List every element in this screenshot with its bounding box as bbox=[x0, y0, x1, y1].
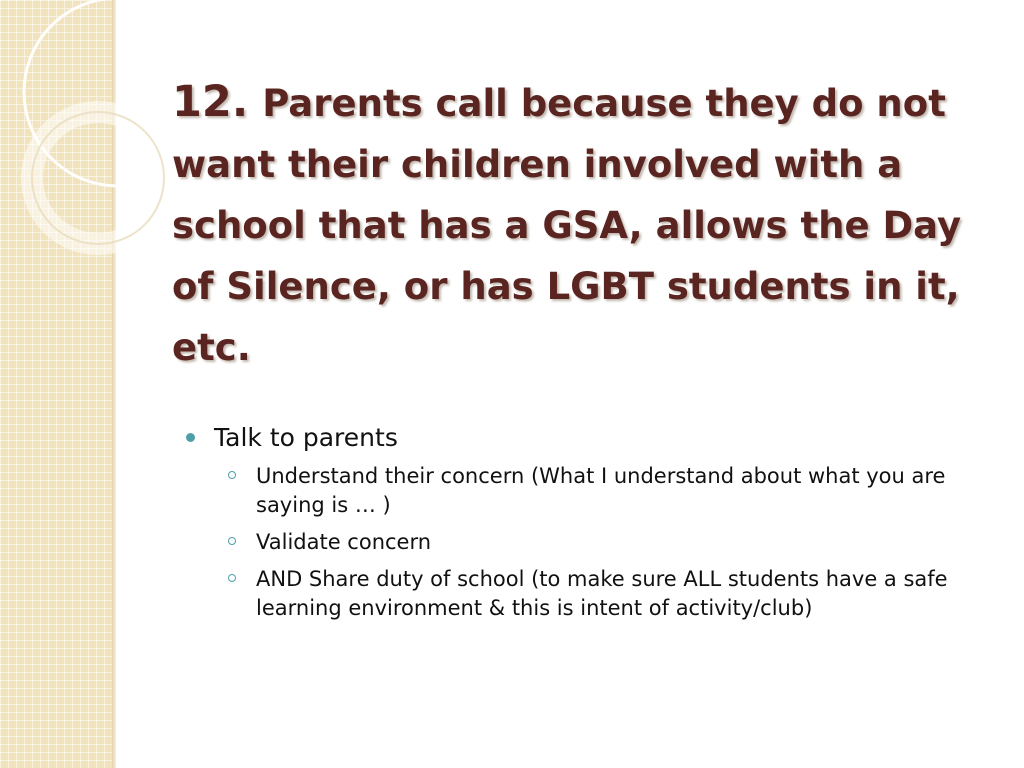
sub-bullet-item bbox=[186, 528, 996, 557]
bullet-ring-icon bbox=[228, 471, 236, 479]
sub-bullet-item bbox=[186, 462, 996, 520]
sub-bullet-text: AND Share duty of school (to make sure ALL students have a safe learning environment & this is intent of activity/club) bbox=[256, 567, 948, 620]
bullet-dot-icon bbox=[186, 433, 195, 442]
bullet-ring-icon bbox=[228, 537, 236, 545]
sidebar-edge bbox=[112, 0, 116, 768]
bullet-text: Talk to parents bbox=[214, 423, 398, 452]
sub-bullet-text: Understand their concern (What I understand about what you are saying is … ) bbox=[256, 464, 946, 517]
slide-number: 12. bbox=[172, 77, 249, 127]
slide-title-text: Parents call because they do not want their children involved with a school that has a GSA, allows the Day of Silence, or has LGBT students in it, etc. bbox=[172, 82, 962, 369]
slide-title bbox=[172, 72, 972, 378]
slide-content bbox=[186, 420, 996, 631]
bullet-ring-icon bbox=[228, 574, 236, 582]
sub-bullet-text: Validate concern bbox=[256, 530, 432, 554]
sub-bullet-item bbox=[186, 565, 996, 623]
bullet-item bbox=[186, 420, 996, 456]
decorative-sidebar bbox=[0, 0, 112, 768]
